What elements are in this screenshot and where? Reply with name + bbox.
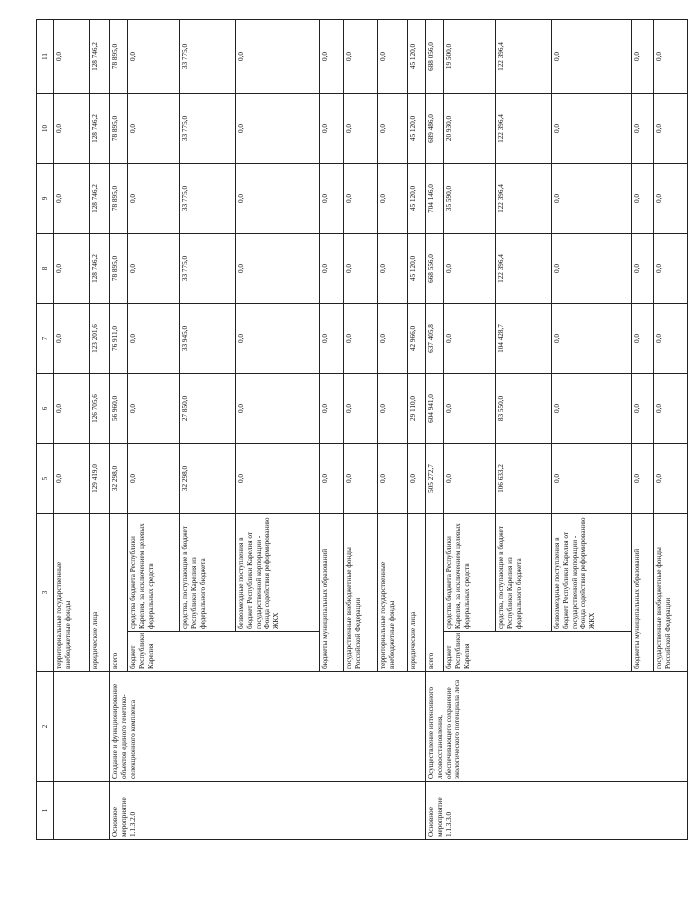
value-cell: 0,0 bbox=[378, 234, 408, 304]
value-cell: 0,0 bbox=[236, 374, 320, 444]
budget-group-label: бюджет Республики Карелия bbox=[128, 632, 320, 672]
value-cell: 0,0 bbox=[378, 304, 408, 374]
value-cell: 0,0 bbox=[552, 444, 632, 514]
table-row bbox=[426, 20, 444, 840]
value-cell: 0,0 bbox=[632, 20, 654, 94]
value-cell: 0,0 bbox=[54, 20, 90, 94]
value-cell: 0,0 bbox=[378, 164, 408, 234]
value-cell: 0,0 bbox=[552, 234, 632, 304]
value-cell: 33 775,0 bbox=[180, 164, 236, 234]
source-label: территориальные государственные внебюджетные фонды bbox=[54, 514, 90, 672]
value-cell: 0,0 bbox=[632, 374, 654, 444]
value-cell: 0,0 bbox=[378, 374, 408, 444]
value-cell: 122 396,4 bbox=[496, 20, 552, 94]
value-cell: 0,0 bbox=[444, 234, 496, 304]
value-cell: 0,0 bbox=[128, 444, 180, 514]
value-cell: 56 960,0 bbox=[110, 374, 128, 444]
measure-name: Осуществление интенсивного лесовосстановления, обеспечивающего сохранение экологического потенциала леса bbox=[426, 672, 688, 782]
value-cell: 126 705,6 bbox=[90, 374, 110, 444]
value-cell: 0,0 bbox=[54, 304, 90, 374]
value-cell: 0,0 bbox=[378, 20, 408, 94]
value-cell: 33 775,0 bbox=[180, 234, 236, 304]
value-cell: 128 746,2 bbox=[90, 234, 110, 304]
value-cell: 0,0 bbox=[344, 304, 378, 374]
source-label: юридические лица bbox=[90, 514, 110, 672]
value-cell: 32 298,0 bbox=[110, 444, 128, 514]
value-cell: 0,0 bbox=[552, 374, 632, 444]
source-label: юридические лица bbox=[408, 514, 426, 672]
value-cell: 0,0 bbox=[654, 164, 688, 234]
source-label: всего bbox=[426, 514, 444, 672]
value-cell: 122 396,4 bbox=[496, 234, 552, 304]
value-cell: 35 590,0 bbox=[444, 164, 496, 234]
value-cell: 0,0 bbox=[444, 444, 496, 514]
header-col-9: 9 bbox=[37, 164, 54, 234]
value-cell: 0,0 bbox=[54, 94, 90, 164]
value-cell: 0,0 bbox=[128, 304, 180, 374]
value-cell: 0,0 bbox=[128, 234, 180, 304]
source-label: государственные внебюджетные фонды Российской Федерации bbox=[344, 514, 378, 672]
header-col-5: 5 bbox=[37, 444, 54, 514]
value-cell: 0,0 bbox=[552, 304, 632, 374]
rotated-table-container bbox=[36, 20, 672, 840]
value-cell: 45 120,0 bbox=[408, 234, 426, 304]
value-cell: 78 895,0 bbox=[110, 20, 128, 94]
value-cell: 0,0 bbox=[54, 374, 90, 444]
value-cell: 78 895,0 bbox=[110, 164, 128, 234]
value-cell: 33 775,0 bbox=[180, 20, 236, 94]
value-cell: 45 120,0 bbox=[408, 94, 426, 164]
value-cell: 0,0 bbox=[236, 94, 320, 164]
value-cell: 0,0 bbox=[444, 304, 496, 374]
value-cell: 33 945,0 bbox=[180, 304, 236, 374]
value-cell: 128 746,2 bbox=[90, 20, 110, 94]
value-cell: 0,0 bbox=[378, 94, 408, 164]
value-cell: 0,0 bbox=[632, 94, 654, 164]
value-cell: 604 941,0 bbox=[426, 374, 444, 444]
value-cell: 0,0 bbox=[128, 374, 180, 444]
value-cell: 128 746,2 bbox=[90, 94, 110, 164]
value-cell: 123 201,6 bbox=[90, 304, 110, 374]
empty-name-cell bbox=[54, 672, 110, 782]
header-col-7: 7 bbox=[37, 304, 54, 374]
value-cell: 19 500,0 bbox=[444, 20, 496, 94]
value-cell: 0,0 bbox=[654, 94, 688, 164]
value-cell: 20 930,0 bbox=[444, 94, 496, 164]
value-cell: 104 428,7 bbox=[496, 304, 552, 374]
source-label: бюджеты муниципальных образований bbox=[632, 514, 654, 672]
source-label: средства бюджета Республики Карелия, за исключением целевых федеральных средств bbox=[128, 514, 180, 632]
source-label: бюджеты муниципальных образований bbox=[320, 514, 344, 672]
value-cell: 704 146,0 bbox=[426, 164, 444, 234]
value-cell: 0,0 bbox=[344, 164, 378, 234]
value-cell: 0,0 bbox=[54, 234, 90, 304]
header-col-11: 11 bbox=[37, 20, 54, 94]
value-cell: 505 272,7 bbox=[426, 444, 444, 514]
value-cell: 637 405,8 bbox=[426, 304, 444, 374]
header-col-2: 2 bbox=[37, 672, 54, 782]
source-label: безвозмездные поступления в бюджет Республики Карелия от государственной корпорации - Фонда содействия реформированию ЖКХ bbox=[552, 514, 632, 632]
value-cell: 0,0 bbox=[344, 374, 378, 444]
value-cell: 0,0 bbox=[128, 164, 180, 234]
value-cell: 128 746,2 bbox=[90, 164, 110, 234]
value-cell: 78 895,0 bbox=[110, 234, 128, 304]
value-cell: 0,0 bbox=[552, 94, 632, 164]
value-cell: 32 298,0 bbox=[180, 444, 236, 514]
value-cell: 0,0 bbox=[320, 234, 344, 304]
empty-code-cell bbox=[54, 782, 110, 840]
header-row bbox=[37, 20, 54, 840]
value-cell: 0,0 bbox=[632, 304, 654, 374]
value-cell: 0,0 bbox=[54, 164, 90, 234]
header-col-10: 10 bbox=[37, 94, 54, 164]
value-cell: 0,0 bbox=[236, 20, 320, 94]
value-cell: 0,0 bbox=[654, 234, 688, 304]
source-label: всего bbox=[110, 514, 128, 672]
table-row bbox=[110, 20, 128, 840]
value-cell: 0,0 bbox=[654, 444, 688, 514]
value-cell: 122 396,4 bbox=[496, 94, 552, 164]
value-cell: 0,0 bbox=[236, 444, 320, 514]
value-cell: 83 550,0 bbox=[496, 374, 552, 444]
value-cell: 0,0 bbox=[320, 164, 344, 234]
value-cell: 122 396,4 bbox=[496, 164, 552, 234]
measure-name: Создание и функционирование объектов единого генетико-селекционного комплекса bbox=[110, 672, 426, 782]
value-cell: 78 895,0 bbox=[110, 94, 128, 164]
value-cell: 0,0 bbox=[654, 20, 688, 94]
value-cell: 0,0 bbox=[320, 444, 344, 514]
value-cell: 0,0 bbox=[378, 444, 408, 514]
source-label: безвозмездные поступления в бюджет Республики Карелия от государственной корпорации - Фонда содействия реформированию ЖКХ bbox=[236, 514, 320, 632]
measure-code: Основное мероприятие 1.1.3.2.0 bbox=[110, 782, 426, 840]
header-col-8: 8 bbox=[37, 234, 54, 304]
value-cell: 0,0 bbox=[344, 94, 378, 164]
value-cell: 33 775,0 bbox=[180, 94, 236, 164]
value-cell: 0,0 bbox=[552, 20, 632, 94]
value-cell: 0,0 bbox=[552, 164, 632, 234]
header-col-1: 1 bbox=[37, 782, 54, 840]
header-col-3: 3 bbox=[37, 514, 54, 672]
budget-group-label: бюджет Республики Карелия bbox=[444, 632, 632, 672]
value-cell: 0,0 bbox=[54, 444, 90, 514]
value-cell: 0,0 bbox=[320, 94, 344, 164]
value-cell: 29 110,0 bbox=[408, 374, 426, 444]
value-cell: 0,0 bbox=[632, 234, 654, 304]
value-cell: 0,0 bbox=[236, 304, 320, 374]
value-cell: 0,0 bbox=[320, 374, 344, 444]
source-label: средства бюджета Республики Карелия, за исключением целевых федеральных средств bbox=[444, 514, 496, 632]
value-cell: 0,0 bbox=[444, 374, 496, 444]
value-cell: 0,0 bbox=[632, 444, 654, 514]
value-cell: 27 850,0 bbox=[180, 374, 236, 444]
value-cell: 0,0 bbox=[320, 304, 344, 374]
value-cell: 668 556,0 bbox=[426, 234, 444, 304]
value-cell: 0,0 bbox=[320, 20, 344, 94]
value-cell: 0,0 bbox=[344, 20, 378, 94]
financing-table bbox=[36, 19, 688, 840]
header-col-6: 6 bbox=[37, 374, 54, 444]
value-cell: 106 633,2 bbox=[496, 444, 552, 514]
value-cell: 0,0 bbox=[128, 20, 180, 94]
value-cell: 0,0 bbox=[236, 164, 320, 234]
value-cell: 689 486,0 bbox=[426, 94, 444, 164]
value-cell: 45 120,0 bbox=[408, 20, 426, 94]
value-cell: 76 911,0 bbox=[110, 304, 128, 374]
value-cell: 0,0 bbox=[344, 234, 378, 304]
value-cell: 45 120,0 bbox=[408, 164, 426, 234]
value-cell: 129 419,0 bbox=[90, 444, 110, 514]
value-cell: 0,0 bbox=[632, 164, 654, 234]
value-cell: 688 056,0 bbox=[426, 20, 444, 94]
value-cell: 42 966,0 bbox=[408, 304, 426, 374]
source-label: территориальные государственные внебюджетные фонды bbox=[378, 514, 408, 672]
value-cell: 0,0 bbox=[128, 94, 180, 164]
source-label: средства, поступающие в бюджет Республики Карелия из федерального бюджета bbox=[180, 514, 236, 632]
value-cell: 0,0 bbox=[408, 444, 426, 514]
source-label: государственные внебюджетные фонды Российской Федерации bbox=[654, 514, 688, 672]
value-cell: 0,0 bbox=[654, 374, 688, 444]
value-cell: 0,0 bbox=[344, 444, 378, 514]
value-cell: 0,0 bbox=[236, 234, 320, 304]
source-label: средства, поступающие в бюджет Республики Карелия из федерального бюджета bbox=[496, 514, 552, 632]
table-row bbox=[54, 20, 90, 840]
table-body bbox=[37, 20, 688, 840]
measure-code: Основное мероприятие 1.1.3.3.0 bbox=[426, 782, 688, 840]
value-cell: 0,0 bbox=[654, 304, 688, 374]
